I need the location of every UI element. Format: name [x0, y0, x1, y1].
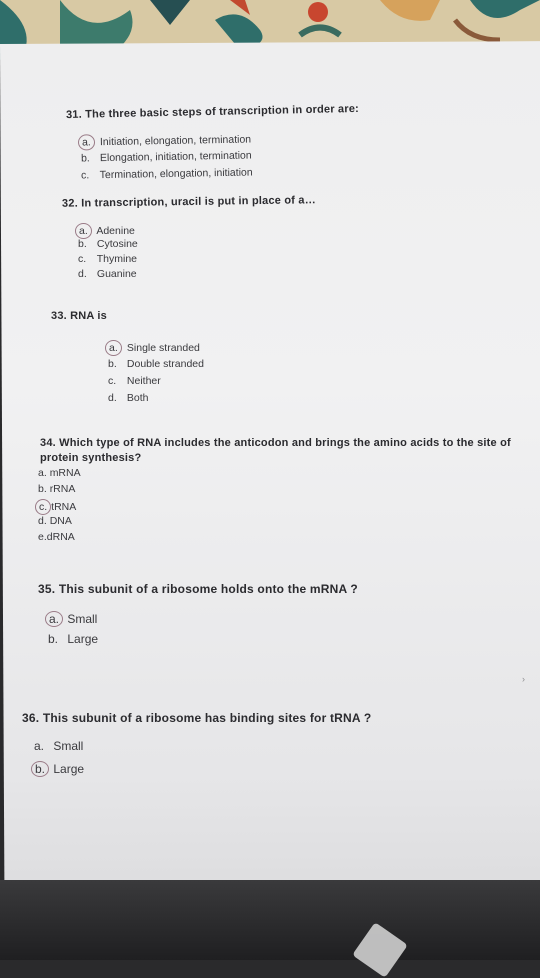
question-31-prompt: 31. The three basic steps of transcription in order are: [65, 102, 360, 122]
option-letter: c. [108, 375, 117, 387]
option-text: Elongation, initiation, termination [99, 149, 252, 165]
question-36-prompt: 36. This subunit of a ribosome has binding sites for tRNA ? [22, 711, 372, 725]
option-letter: d. [38, 515, 47, 527]
question-32-option-d [78, 268, 137, 280]
question-33-option-d [108, 392, 149, 404]
page-edge-arrow-mark: › [522, 674, 525, 684]
question-34-option-b [38, 483, 75, 495]
option-letter: b. [108, 358, 117, 370]
option-text: mRNA [49, 467, 81, 479]
option-letter: b. [78, 238, 87, 250]
option-letter: a. [38, 467, 47, 479]
question-35-option-a [48, 611, 97, 627]
question-32-option-b [78, 238, 138, 250]
question-33-option-b [108, 358, 204, 370]
option-text: rRNA [49, 483, 76, 495]
question-36-option-b [34, 761, 84, 777]
option-text: Thymine [96, 253, 137, 265]
option-text: Large [53, 762, 85, 776]
question-35-prompt: 35. This subunit of a ribosome holds onto the mRNA ? [38, 582, 358, 596]
option-text: Guanine [96, 268, 137, 280]
option-text: Both [126, 392, 149, 404]
option-text: Termination, elongation, initiation [99, 166, 253, 182]
answer-circle-mark: c. [35, 499, 51, 515]
option-letter: d. [108, 392, 117, 404]
option-letter: d. [78, 268, 87, 280]
option-letter: c. [78, 253, 87, 265]
option-letter: a. [34, 739, 45, 753]
option-text: Cytosine [96, 238, 138, 250]
question-34-option-c [38, 499, 76, 515]
answer-circle-mark: b. [31, 761, 49, 777]
option-text: Neither [126, 375, 161, 387]
answer-circle-mark: a. [105, 340, 122, 356]
option-letter: b. [38, 483, 47, 495]
question-34-option-a [38, 467, 81, 479]
option-text: Adenine [96, 225, 135, 237]
option-text: Double stranded [126, 358, 204, 370]
question-31-option-a [81, 132, 251, 151]
question-33-prompt: 33. RNA is [51, 310, 108, 322]
question-36-option-a [34, 739, 83, 753]
answer-circle-mark: a. [78, 134, 95, 150]
question-34-option-d [38, 515, 72, 527]
option-text: tRNA [51, 501, 77, 513]
option-letter: b. [80, 152, 90, 165]
option-text: Small [53, 739, 84, 753]
question-32-option-a [78, 223, 135, 239]
answer-circle-mark: a. [75, 223, 92, 239]
question-34-prompt-line2: protein synthesis? [40, 452, 142, 464]
question-35-option-b [48, 632, 98, 646]
question-33-option-c [108, 375, 161, 387]
question-33-option-a [108, 340, 200, 356]
option-text: Small [67, 612, 98, 626]
option-letter: c. [80, 169, 90, 182]
table-surface-shadow [0, 880, 540, 960]
option-letter: b. [48, 632, 59, 646]
option-text: Large [67, 632, 99, 646]
option-letter: e. [38, 531, 47, 543]
option-text: Initiation, elongation, termination [99, 133, 252, 149]
question-32-option-c [78, 253, 137, 265]
option-text: DNA [49, 515, 72, 527]
question-34-option-e [38, 531, 75, 543]
option-text: dRNA [46, 531, 75, 543]
answer-circle-mark: a. [45, 611, 63, 627]
question-34-prompt-line1: 34. Which type of RNA includes the anticodon and brings the amino acids to the site of [40, 437, 511, 449]
option-text: Single stranded [126, 342, 200, 354]
question-32-prompt: 32. In transcription, uracil is put in place of a… [61, 194, 316, 210]
